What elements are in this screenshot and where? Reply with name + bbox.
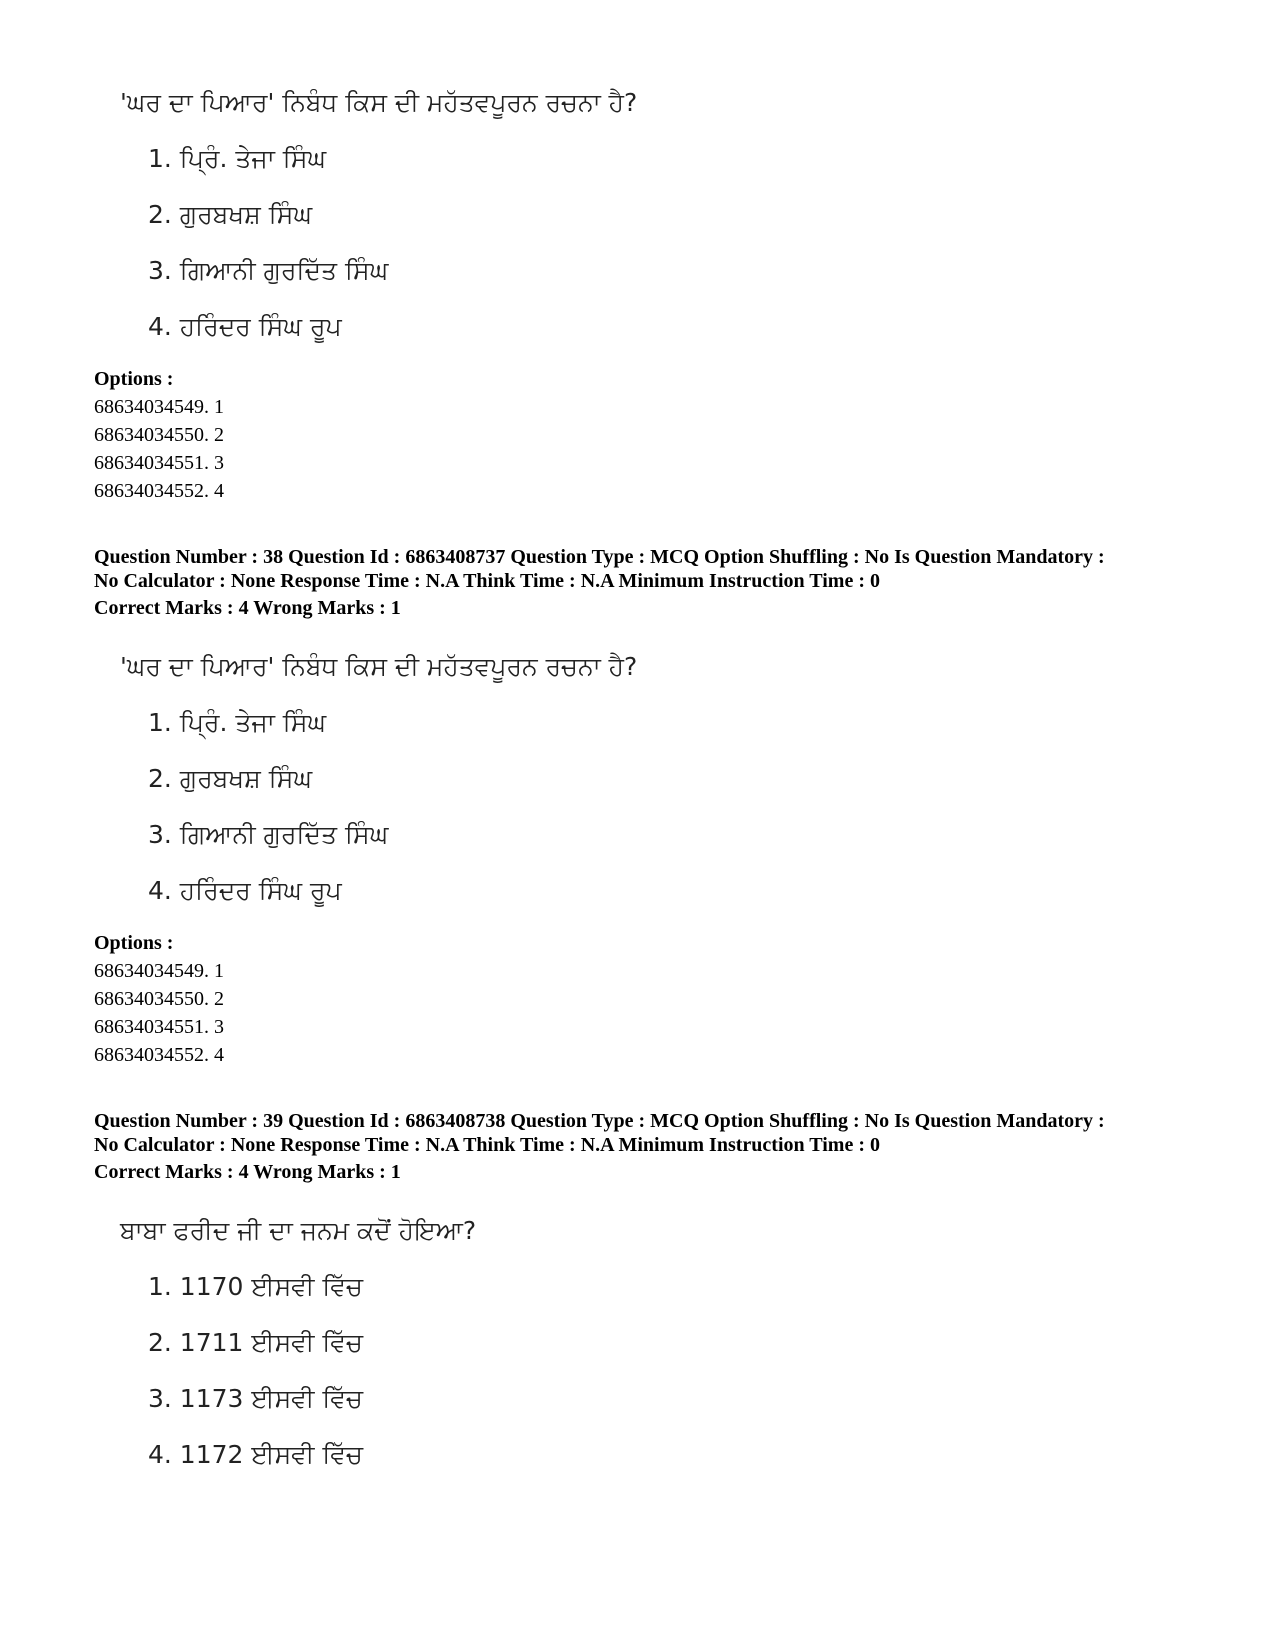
option-id: 68634034552. 4 — [94, 480, 224, 502]
options-label: Options : — [94, 932, 174, 954]
choice-4: 4. ਹਰਿੰਦਰ ਸਿੰਘ ਰੂਪ — [148, 312, 342, 341]
question-meta — [94, 545, 1194, 593]
options-label: Options : — [94, 368, 174, 390]
choice-1: 1. ਪ੍ਰਿੰ. ਤੇਜਾ ਸਿੰਘ — [148, 708, 327, 737]
question-meta-line: Question Number : 38 Question Id : 6863408737 Question Type : MCQ Option Shuffling : No Is Question Mandatory : — [94, 546, 1105, 568]
option-id: 68634034550. 2 — [94, 424, 224, 446]
question-text: 'ਘਰ ਦਾ ਪਿਆਰ' ਨਿਬੰਧ ਕਿਸ ਦੀ ਮਹੱਤਵਪੂਰਨ ਰਚਨਾ ਹੈ? — [120, 88, 638, 117]
question-meta — [94, 1109, 1194, 1157]
choice-3: 3. ਗਿਆਨੀ ਗੁਰਦਿੱਤ ਸਿੰਘ — [148, 256, 389, 285]
choice-2: 2. ਗੁਰਬਖਸ਼ ਸਿੰਘ — [148, 764, 313, 793]
choice-2: 2. 1711 ਈਸਵੀ ਵਿੱਚ — [148, 1328, 363, 1357]
question-marks: Correct Marks : 4 Wrong Marks : 1 — [94, 597, 401, 619]
option-id: 68634034549. 1 — [94, 396, 224, 418]
question-text: ਬਾਬਾ ਫਰੀਦ ਜੀ ਦਾ ਜਨਮ ਕਦੋਂ ਹੋਇਆ? — [120, 1216, 477, 1245]
question-marks: Correct Marks : 4 Wrong Marks : 1 — [94, 1161, 401, 1183]
question-meta-line: No Calculator : None Response Time : N.A Think Time : N.A Minimum Instruction Time : 0 — [94, 570, 880, 592]
option-id: 68634034550. 2 — [94, 988, 224, 1010]
question-meta-line: Question Number : 39 Question Id : 6863408738 Question Type : MCQ Option Shuffling : No Is Question Mandatory : — [94, 1110, 1105, 1132]
question-text: 'ਘਰ ਦਾ ਪਿਆਰ' ਨਿਬੰਧ ਕਿਸ ਦੀ ਮਹੱਤਵਪੂਰਨ ਰਚਨਾ ਹੈ? — [120, 652, 638, 681]
choice-3: 3. ਗਿਆਨੀ ਗੁਰਦਿੱਤ ਸਿੰਘ — [148, 820, 389, 849]
option-id: 68634034552. 4 — [94, 1044, 224, 1066]
choice-4: 4. 1172 ਈਸਵੀ ਵਿੱਚ — [148, 1440, 363, 1469]
option-id: 68634034551. 3 — [94, 1016, 224, 1038]
option-id: 68634034551. 3 — [94, 452, 224, 474]
choice-1: 1. 1170 ਈਸਵੀ ਵਿੱਚ — [148, 1272, 363, 1301]
choice-4: 4. ਹਰਿੰਦਰ ਸਿੰਘ ਰੂਪ — [148, 876, 342, 905]
choice-3: 3. 1173 ਈਸਵੀ ਵਿੱਚ — [148, 1384, 363, 1413]
question-meta-line: No Calculator : None Response Time : N.A Think Time : N.A Minimum Instruction Time : 0 — [94, 1134, 880, 1156]
choice-2: 2. ਗੁਰਬਖਸ਼ ਸਿੰਘ — [148, 200, 313, 229]
choice-1: 1. ਪ੍ਰਿੰ. ਤੇਜਾ ਸਿੰਘ — [148, 144, 327, 173]
option-id: 68634034549. 1 — [94, 960, 224, 982]
